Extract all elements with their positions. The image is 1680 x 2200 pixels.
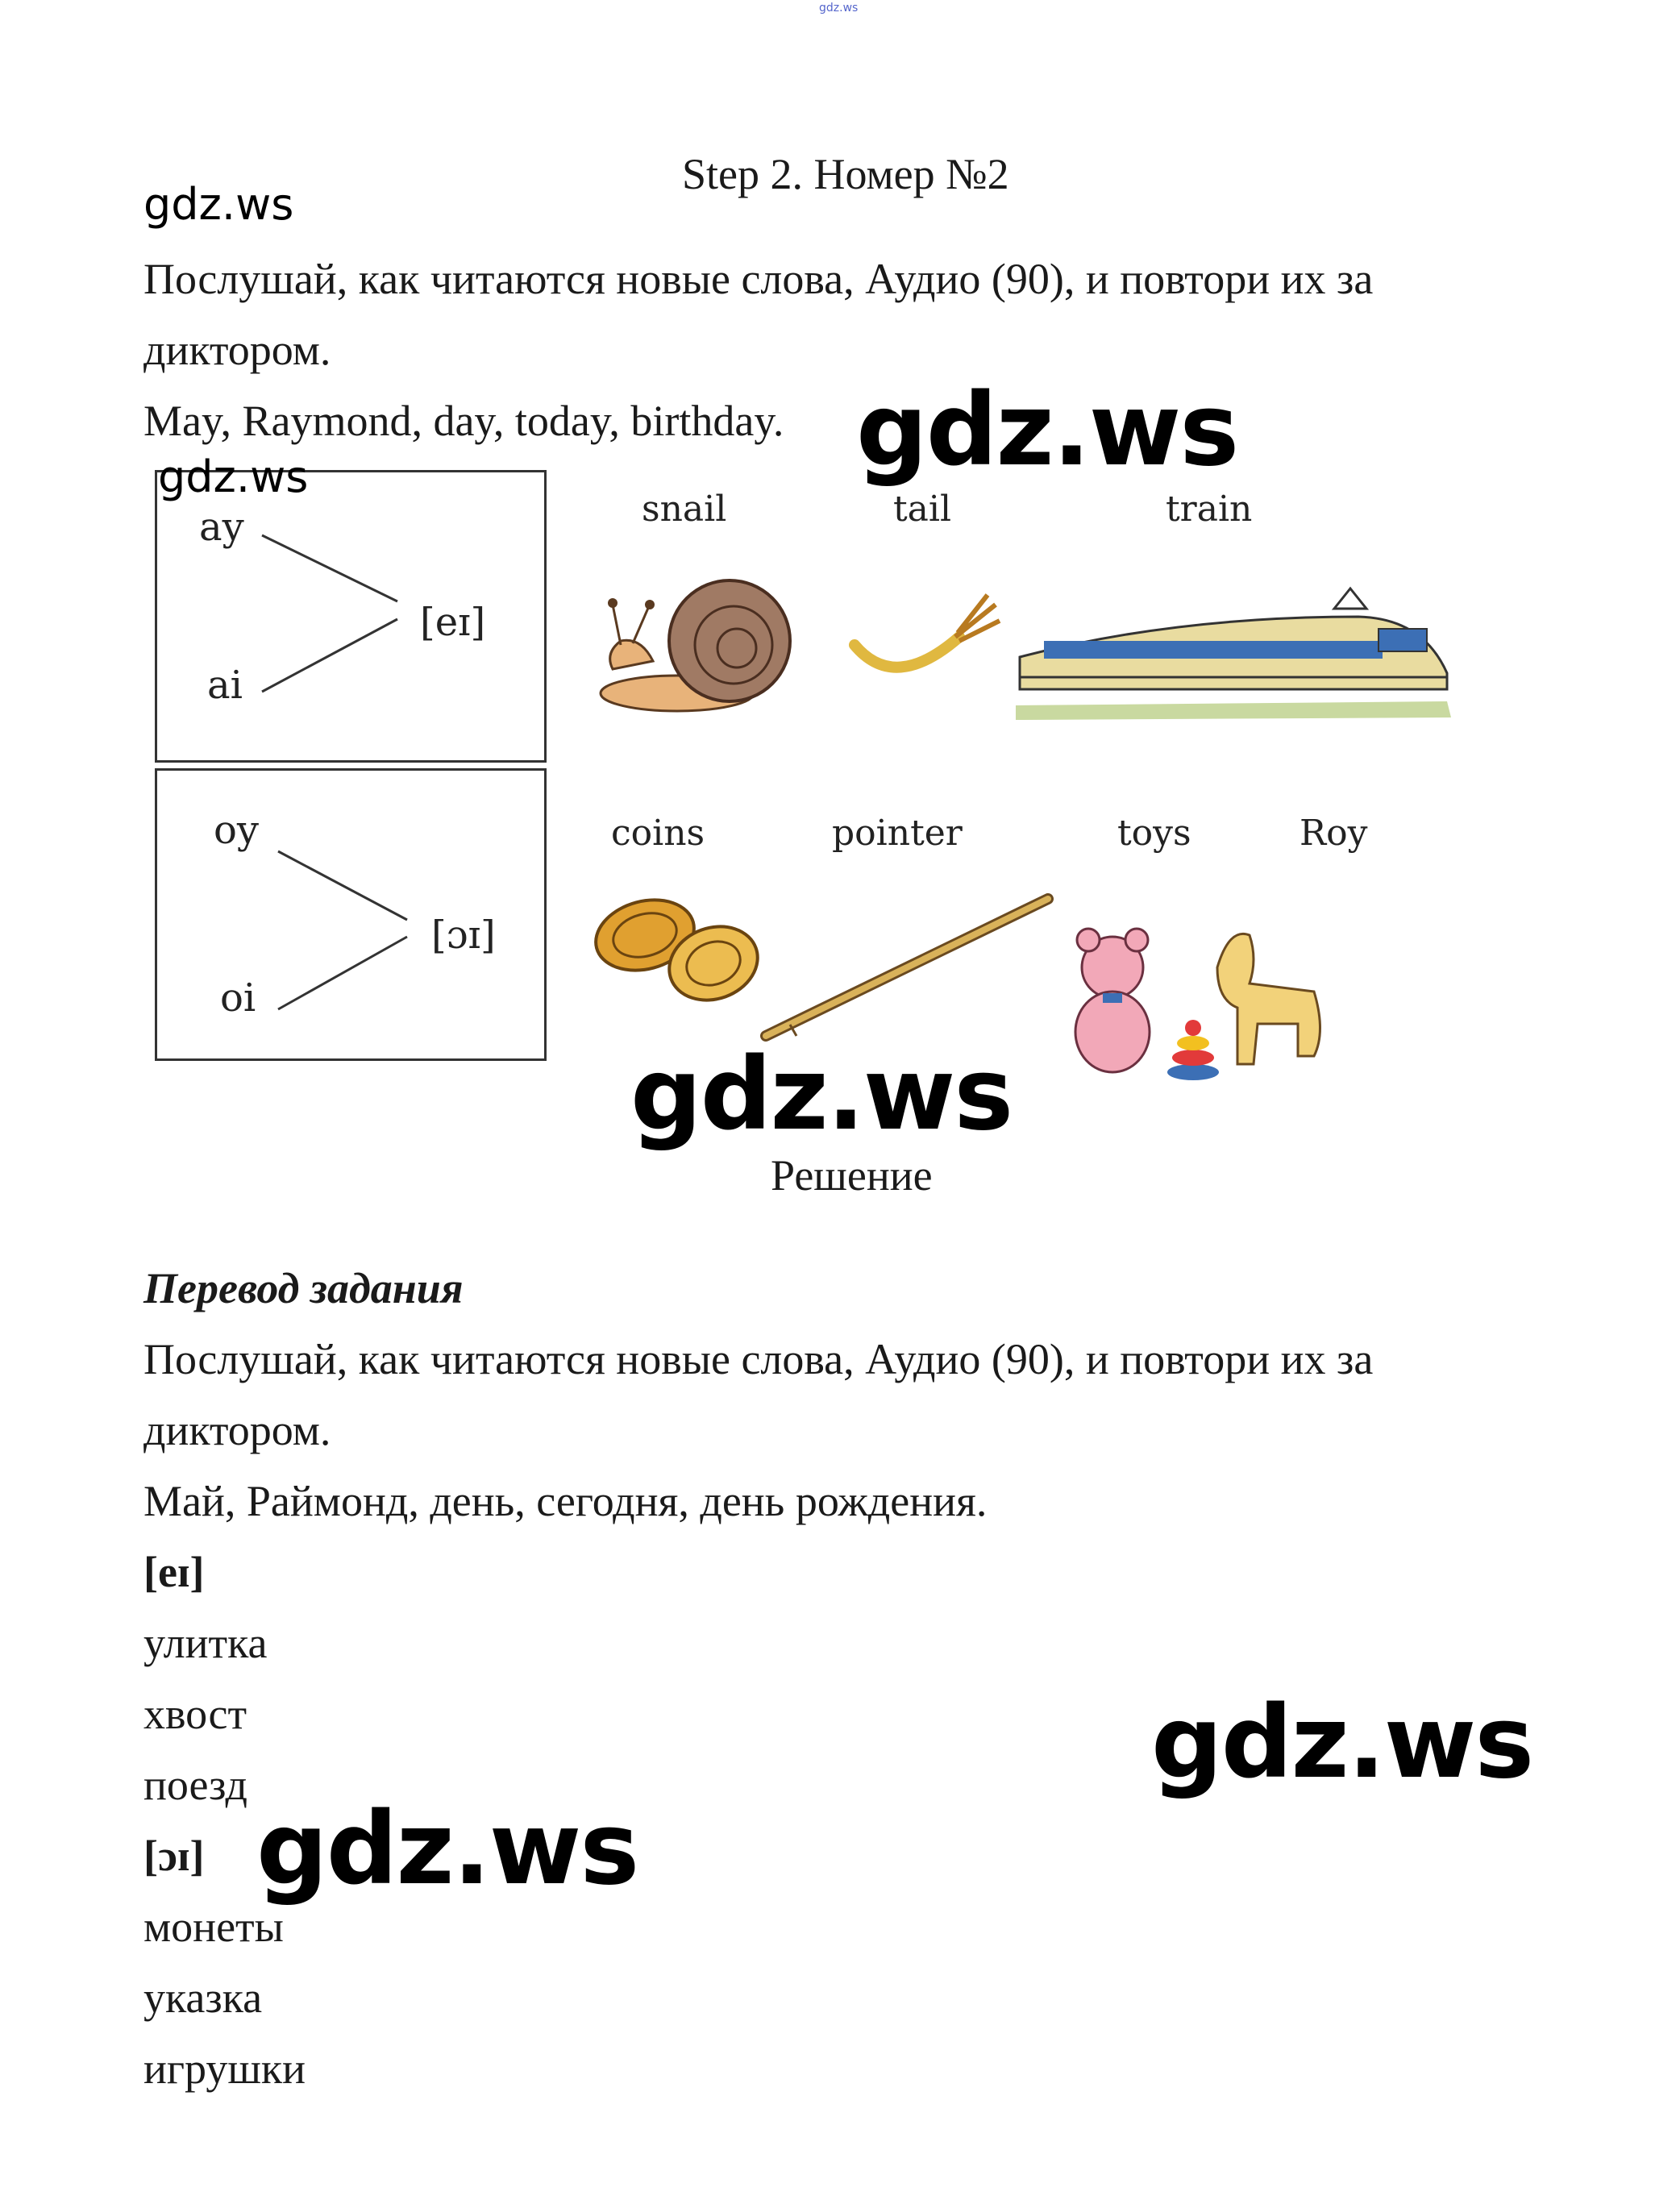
watermark-small-1: gdz.ws xyxy=(143,179,294,230)
translation-word-coins: монеты xyxy=(143,1903,284,1951)
translation-sound-ei: [eɪ] xyxy=(143,1548,205,1596)
solution-label: Решение xyxy=(771,1151,933,1200)
word-coins: coins xyxy=(611,813,705,854)
spelling-oy: oy xyxy=(214,808,260,853)
page-title: Step 2. Номер №2 xyxy=(682,150,1009,198)
translation-word-pointer: указка xyxy=(143,1973,263,2022)
word-roy: Roy xyxy=(1300,813,1368,854)
sound-box-oi xyxy=(155,768,547,1061)
train-illustration xyxy=(1012,584,1463,722)
connector-lines-ei xyxy=(157,472,544,760)
coins-illustration xyxy=(588,887,766,1008)
word-pointer: pointer xyxy=(832,813,963,854)
translation-line-2: диктором. xyxy=(143,1406,331,1454)
task-line-1: Послушай, как читаются новые слова, Аудио (90), и повтори их за xyxy=(143,255,1374,303)
word-tail: tail xyxy=(893,489,952,530)
watermark-large-1: gdz.ws xyxy=(856,372,1238,489)
translation-heading: Перевод задания xyxy=(143,1264,464,1312)
snail-illustration xyxy=(597,564,806,717)
spelling-ay: ay xyxy=(199,505,244,550)
translation-word-train: поезд xyxy=(143,1761,248,1809)
sound-oi: [ɔɪ] xyxy=(431,913,496,958)
toys-illustration xyxy=(1056,911,1330,1088)
word-train: train xyxy=(1166,489,1253,530)
translation-word-toys: игрушки xyxy=(143,2044,306,2093)
word-toys: toys xyxy=(1117,813,1191,854)
translation-words: Май, Раймонд, день, сегодня, день рождения. xyxy=(143,1477,988,1525)
connector-lines-oi xyxy=(157,771,544,1058)
translation-sound-oi: [ɔɪ] xyxy=(143,1832,205,1880)
watermark-large-4: gdz.ws xyxy=(256,1791,638,1907)
watermark-large-3: gdz.ws xyxy=(1151,1685,1533,1801)
watermark-small-2: gdz.ws xyxy=(158,451,309,502)
translation-word-snail: улитка xyxy=(143,1619,268,1667)
spelling-ai: ai xyxy=(207,663,243,708)
sound-ei: [eɪ] xyxy=(420,600,486,645)
translation-word-tail: хвост xyxy=(143,1690,247,1738)
tail-illustration xyxy=(846,588,1008,693)
translation-line-1: Послушай, как читаются новые слова, Аудио (90), и повтори их за xyxy=(143,1335,1374,1383)
spelling-oi: oi xyxy=(220,975,256,1021)
task-words: May, Raymond, day, today, birthday. xyxy=(143,397,784,445)
sound-box-ei xyxy=(155,470,547,763)
task-line-2: диктором. xyxy=(143,326,331,374)
watermark-large-2: gdz.ws xyxy=(630,1037,1013,1153)
pointer-illustration xyxy=(750,891,1056,1052)
word-snail: snail xyxy=(642,489,727,530)
top-watermark: gdz.ws xyxy=(819,2,859,15)
